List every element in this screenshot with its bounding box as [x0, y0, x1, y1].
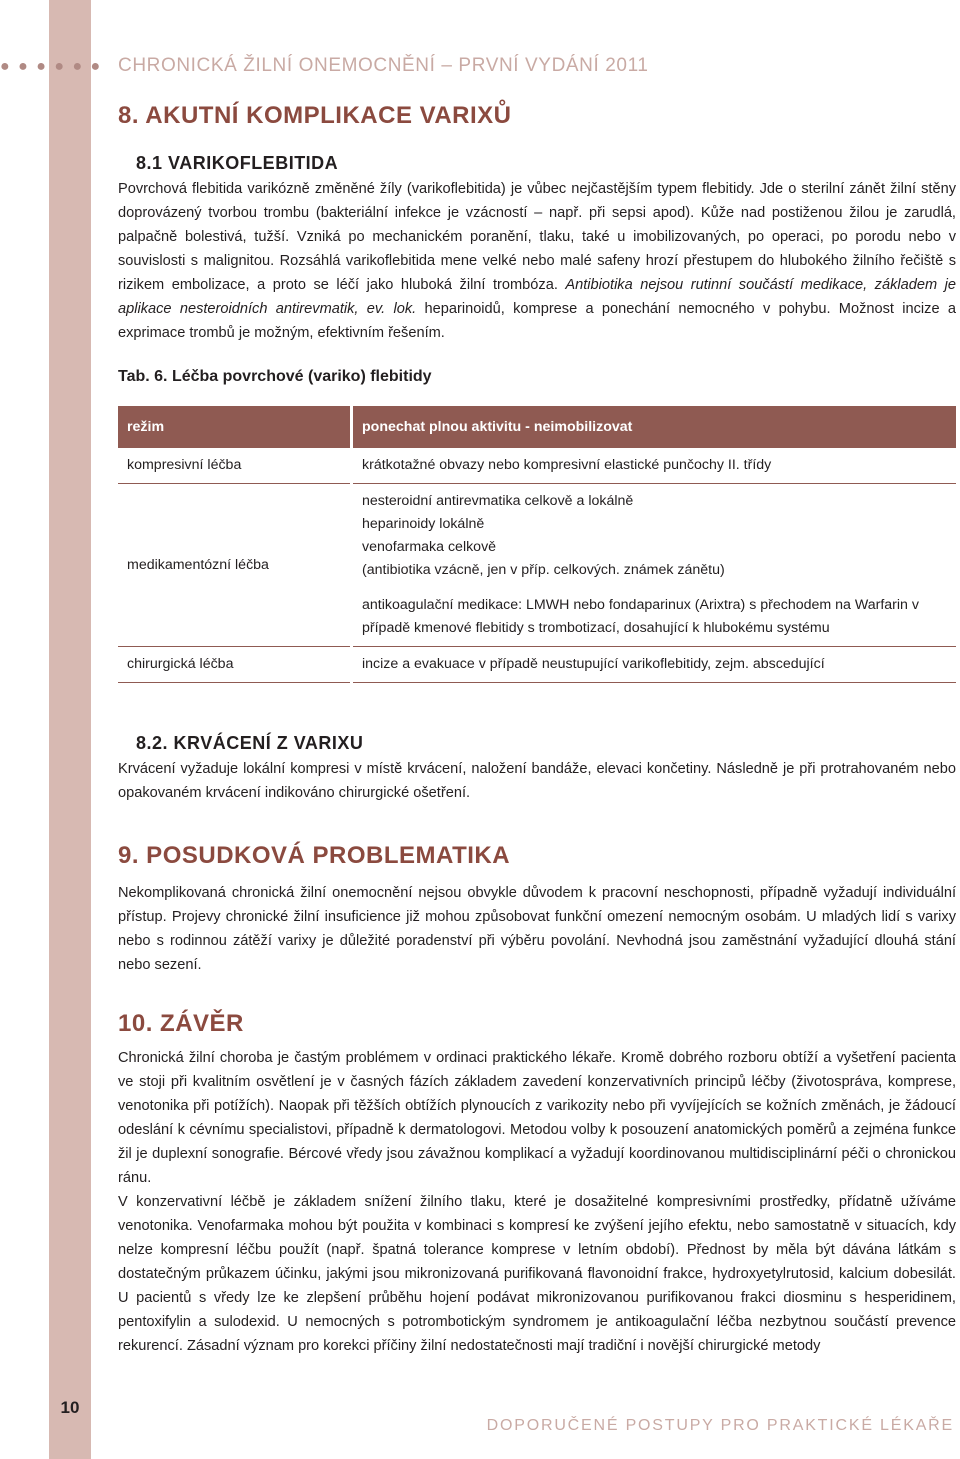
medication-line: (antibiotika vzácně, jen v příp. celkových. známek zánětu)	[362, 562, 725, 578]
medication-line: heparinoidy lokálně	[362, 516, 485, 532]
section-10-text	[118, 1046, 956, 1358]
chapter-10-title: 10. ZÁVĚR	[118, 1010, 244, 1037]
section-8-1-title: 8.1 VARIKOFLEBITIDA	[136, 153, 339, 173]
medication-line: nesteroidní antirevmatika celkově a lokálně	[362, 493, 634, 509]
section-8-1-body: Povrchová flebitida varikózně změněné žíly (varikoflebitida) je vůbec nejčastějším typem flebitidy. Jde o sterilní zánět žilní stěny doprovázený tvorbou trombu (bakteriální infekce je vzácností – např. při sepsi apod). Kůže nad postiženou žilou je zarudlá, palpačně bolestivá, tužší. Vzniká po mechanickém poranění, tlaku, také u imobilizovaných, po operaci, po porodu nebo v souvislosti s malignitou. Rozsáhlá varikoflebitida mene velké nebo malé safeny hrozí přestupem do hlubokého žilního řečiště s rizikem embolizace, a proto se léčí jako hluboká žilní trombóza.	[118, 181, 956, 293]
section-9-text: Nekomplikovaná chronická žilní onemocnění nejsou obvykle důvodem k pracovní neschopnosti, případně vyžadují individuální přístup. Projevy chronické žilní insuficience již mohou způsobovat funkční omezení nemocným osobám. U mladých lidí s varixy nebo s rodinnou zátěží varixy je důležité poradenství při výběru povolání. Nevhodná jsou zaměstnání vyžadující dlouhá stání nebo sezení.	[118, 885, 956, 973]
table-cell-value: incize a evakuace v případě neustupující varikoflebitidy, zejm. abscedující	[352, 647, 957, 683]
section-8-1-text	[118, 177, 956, 345]
medication-line: venofarmaka celkově	[362, 539, 497, 555]
table-header-right: ponechat plnou aktivitu - neimobilizovat	[352, 406, 957, 448]
table-cell-label: kompresivní léčba	[118, 448, 352, 484]
running-footer: DOPORUČENÉ POSTUPY PRO PRAKTICKÉ LÉKAŘE	[486, 1417, 954, 1434]
chapter-8-title: 8. AKUTNÍ KOMPLIKACE VARIXŮ	[118, 102, 512, 129]
table-row	[118, 484, 956, 647]
table-cell-value: krátkotažné obvazy nebo kompresivní elastické punčochy II. třídy	[352, 448, 957, 484]
section-8-2-text: Krvácení vyžaduje lokální kompresi v místě krvácení, naložení bandáže, elevaci končetiny. Následně je při protrahovaném nebo opakovaném krvácení indikováno chirurgické ošetření.	[118, 761, 956, 801]
table-caption: Tab. 6. Léčba povrchové (variko) flebitidy	[118, 368, 432, 385]
table-cell-label: chirurgická léčba	[118, 647, 352, 683]
running-header: CHRONICKÁ ŽILNÍ ONEMOCNĚNÍ – PRVNÍ VYDÁNÍ 2011	[118, 55, 649, 76]
table-row	[118, 448, 956, 484]
table-header-row	[118, 406, 956, 448]
page-sidebar-band	[49, 0, 91, 1459]
table-cell-label: medikamentózní léčba	[118, 484, 352, 647]
page-number: 10	[60, 1398, 80, 1417]
table-header-left: režim	[118, 406, 352, 448]
section-10-paragraph-2: V konzervativní léčbě je základem snížení žilního tlaku, které je dosažitelné kompresivními prostředky, přídatně užíváme venotonika. Venofarmaka mohou být použita v kombinaci s kompresí ke zvýšení jejího efektu, nebo samostatně v situacích, kdy nelze kompresní léčbu použít (např. špatná tolerance komprese v letním období). Přednost by měla být dávána látkám s dostatečným průkazem účinku, jakými jsou mikronizovaná purifikovaná flavonoidní frakce, hydroxyetylrutosid, kalcium dobesilát. U pacientů s vředy lze ke zlepšení průběhu hojení podávat mikronizovanou purifikovanou frakci diosminu s hesperidinem, pentoxifylin a sulodexid. U nemocných s potrombotickým syndromem je antikoagulační léčba nezbytnou součástí prevence rekurencí. Zásadní význam pro korekci příčiny žilní nedostatečnosti mají tradiční i novější chirurgické metody	[118, 1194, 956, 1354]
table-cell-value	[352, 484, 957, 647]
section-10-paragraph-1: Chronická žilní choroba je častým problémem v ordinaci praktického lékaře. Kromě dobrého rozboru obtíží a vyšetření pacienta ve stoji při kvalitním osvětlení je v časných fázích základem zavedení konzervativních principů léčby (životospráva, komprese, venotonika při potížích). Naopak při těžších obtížích plynoucích z varikozity nebo při vyvíjejících se kožních změnách, je žádoucí odeslání k cévnímu specialistovi, případně k dermatologovi. Metodou volby k posouzení anatomických poměrů a zejména funkce žil je duplexní sonografie. Bércové vředy jsou závažnou komplikací a vyžadují koordinovanou multidisciplinární péči o chronickou ránu.	[118, 1050, 956, 1186]
treatment-table	[118, 406, 956, 683]
section-8-1-end: heparinoidů, komprese a ponechání nemocného v pohybu. Možnost incize a exprimace trombů je možným, efektivním řešením.	[118, 301, 956, 341]
section-8-1-italic: Antibiotika nejsou rutinní součástí medikace, základem je aplikace nesteroidních antirevmatik, ev. lok.	[118, 277, 957, 317]
table-row	[118, 647, 956, 683]
medication-line: antikoagulační medikace: LMWH nebo fondaparinux (Arixtra) s přechodem na Warfarin v případě kmenové flebitidy s trombotizací, dosahující k hlubokému systému	[362, 597, 919, 636]
chapter-9-title: 9. POSUDKOVÁ PROBLEMATIKA	[118, 842, 511, 869]
header-dots: ● ● ● ● ● ●	[0, 58, 103, 75]
section-8-2-title: 8.2. KRVÁCENÍ Z VARIXU	[136, 733, 364, 753]
